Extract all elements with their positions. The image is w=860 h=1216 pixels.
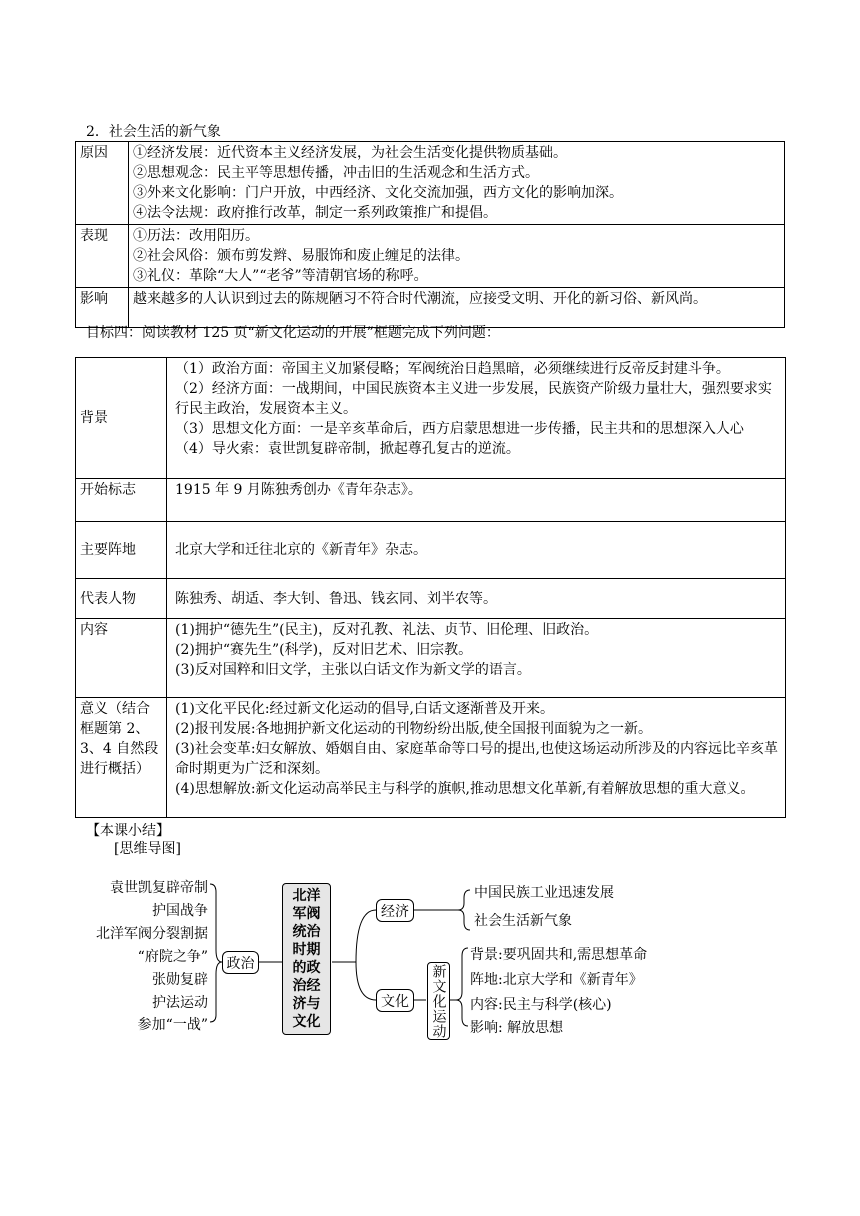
politics-node: 政治	[222, 951, 259, 974]
row-label-cause: 原因	[76, 142, 129, 225]
row-label-content: 内容	[76, 619, 167, 698]
culture-node: 文化	[376, 989, 414, 1012]
economy-item-2: 社会生活新气象	[474, 913, 572, 929]
row-label-manifestation: 表现	[76, 225, 129, 288]
economy-item-1: 中国民族工业迅速发展	[474, 885, 614, 901]
row-content-start: 1915 年 9 月陈独秀创办《青年杂志》。	[167, 479, 786, 522]
politics-item-7: 参加“一战”	[137, 1017, 208, 1033]
summary-heading: 【本课小结】	[86, 823, 170, 839]
row-content-influence: 越来越多的人认识到过去的陈规陋习不符合时代潮流，应接受文明、开化的新习俗、新风尚。	[129, 288, 785, 328]
row-label-start: 开始标志	[76, 479, 167, 522]
politics-item-5: 张勋复辟	[152, 972, 208, 988]
new-culture-movement-node: 新文化运动	[427, 962, 450, 1040]
culture-item-background: 背景:要巩固共和,需思想革命	[470, 947, 648, 963]
culture-item-influence: 影响: 解放思想	[470, 1020, 564, 1036]
row-content-content: (1)拥护“德先生”(民主)，反对孔教、礼法、贞节、旧伦理、旧政治。 (2)拥护“赛先生”(科学)，反对旧艺术、旧宗教。 (3)反对国粹和旧文学，主张以白话文作为新文学的语言。	[167, 619, 786, 698]
section-title: 2．社会生活的新气象	[86, 124, 221, 140]
row-content-cause: ①经济发展：近代资本主义经济发展，为社会生活变化提供物质基础。 ②思想观念：民主平等思想传播，冲击旧的生活观念和生活方式。 ③外来文化影响：门户开放，中西经济、文化交流加强，西方文化的影响加深。 ④法令法规：政府推行改革，制定一系列政策推广和提倡。	[129, 142, 785, 225]
row-content-meaning: (1)文化平民化:经过新文化运动的倡导,白话文逐渐普及开来。 (2)报刊发展:各地拥护新文化运动的刊物纷纷出版,使全国报刊面貌为之一新。 (3)社会变革:妇女解放、婚姻自由、家庭革命等口号的提出,也使这场运动所涉及的内容远比辛亥革命时期更为广泛和深刻。 (4)思想解放:新文化运动高举民主与科学的旗帜,推动思想文化革新,有着解放思想的重大意义。	[167, 698, 786, 818]
economy-node: 经济	[376, 899, 414, 922]
row-label-base: 主要阵地	[76, 522, 167, 579]
row-label-influence: 影响	[76, 288, 129, 328]
politics-item-3: 北洋军阀分裂割据	[96, 926, 208, 942]
politics-item-6: 护法运动	[152, 995, 208, 1011]
politics-item-4: “府院之争”	[137, 949, 208, 965]
row-label-background: 背景	[76, 358, 167, 479]
center-node: 北洋军阀统治时期的政治经济与文化	[282, 883, 331, 1035]
politics-item-2: 护国战争	[152, 903, 208, 919]
row-label-meaning: 意义（结合框题第 2、3、4 自然段进行概括）	[76, 698, 167, 818]
row-content-manifestation: ①历法：改用阳历。 ②社会风俗：颁布剪发辫、易服饰和废止缠足的法律。 ③礼仪：革除“大人”“老爷”等清朝官场的称呼。	[129, 225, 785, 288]
social-life-table	[75, 141, 785, 328]
politics-item-1: 袁世凯复辟帝制	[110, 880, 208, 896]
mindmap-heading: [思维导图]	[114, 841, 181, 857]
culture-item-base: 阵地:北京大学和《新青年》	[470, 972, 643, 988]
new-culture-table	[75, 357, 786, 818]
row-content-people: 陈独秀、胡适、李大钊、鲁迅、钱玄同、刘半农等。	[167, 579, 786, 619]
row-label-people: 代表人物	[76, 579, 167, 619]
goal4-heading: 目标四：阅读教材 125 页“新文化运动的开展”框题完成下列问题：	[86, 325, 500, 341]
culture-item-content: 内容:民主与科学(核心)	[470, 997, 612, 1013]
row-content-background: （1）政治方面：帝国主义加紧侵略；军阀统治日趋黑暗，必须继续进行反帝反封建斗争。 （2）经济方面：一战期间，中国民族资本主义进一步发展，民族资产阶级力量壮大，强烈要求实行民主政治，发展资本主义。 （3）思想文化方面：一是辛亥革命后，西方启蒙思想进一步传播，民主共和的思想深入人心 （4）导火索：袁世凯复辟帝制，掀起尊孔复古的逆流。	[167, 358, 786, 479]
row-content-base: 北京大学和迁往北京的《新青年》杂志。	[167, 522, 786, 579]
